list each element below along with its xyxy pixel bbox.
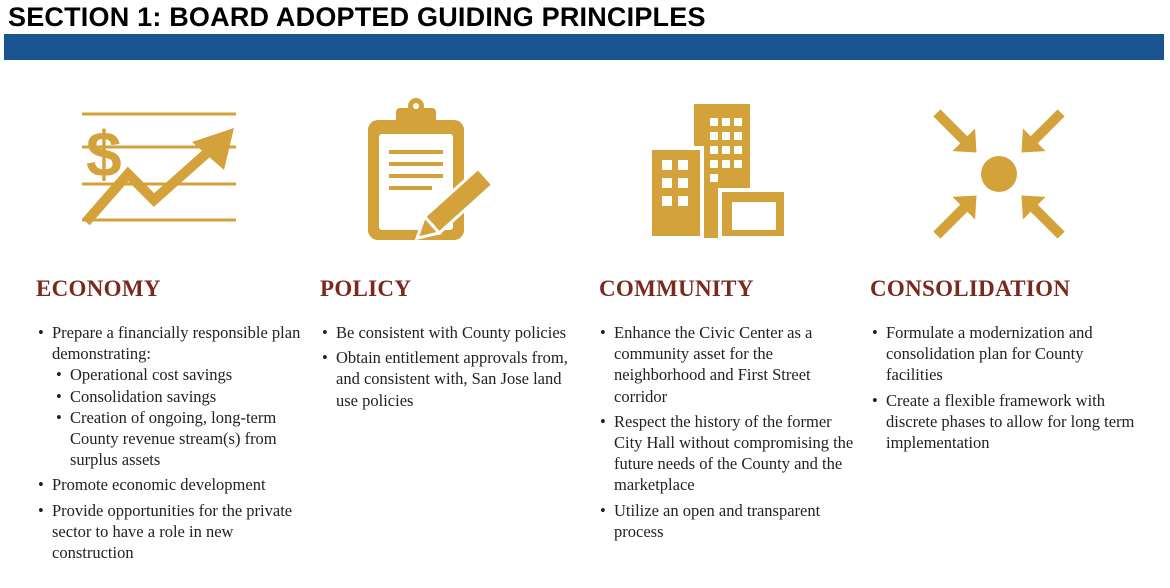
clipboard-pencil-icon: [362, 96, 502, 246]
header-band: [4, 34, 1164, 60]
buildings-icon: [650, 104, 790, 240]
list-item: • Enhance the Civic Center as a community asset for the neighborhood and First Street corridor: [598, 322, 858, 407]
page-title: SECTION 1: BOARD ADOPTED GUIDING PRINCIPLES: [8, 2, 706, 32]
list-item: • Consolidation savings: [52, 386, 306, 407]
community-list: [598, 322, 858, 546]
heading-consolidation: CONSOLIDATION: [870, 276, 1071, 301]
heading-community: COMMUNITY: [599, 276, 754, 301]
dollar-chart-icon: [76, 104, 246, 234]
economy-list: [36, 322, 306, 567]
list-item: • Provide opportunities for the private sector to have a role in new construction: [36, 500, 306, 564]
list-item: • Promote economic development: [36, 474, 306, 495]
list-item: • Respect the history of the former City Hall without compromising the future needs of the County and the marketplace: [598, 411, 858, 496]
list-item: • Utilize an open and transparent process: [598, 500, 858, 542]
heading-policy: POLICY: [320, 276, 412, 301]
consolidation-list: [870, 322, 1140, 457]
list-item: • Formulate a modernization and consolidation plan for County facilities: [870, 322, 1140, 386]
list-item: • Create a flexible framework with discrete phases to allow for long term implementation: [870, 390, 1140, 454]
list-item: • Be consistent with County policies: [320, 322, 580, 343]
list-item: • Operational cost savings: [52, 364, 306, 385]
converging-arrows-icon: [924, 104, 1074, 240]
heading-economy: ECONOMY: [36, 276, 161, 301]
list-item: • Prepare a financially responsible plan demonstrating: • Operational cost savings • Consolidation savings • Creation of ongoing, long-term County revenue stream(s) from surplus assets: [36, 322, 306, 470]
list-item: • Obtain entitlement approvals from, and consistent with, San Jose land use policies: [320, 347, 580, 411]
economy-sublist: [52, 364, 306, 470]
svg-text:$: $: [86, 118, 122, 190]
list-item: • Creation of ongoing, long-term County revenue stream(s) from surplus assets: [52, 407, 306, 471]
policy-list: [320, 322, 580, 415]
